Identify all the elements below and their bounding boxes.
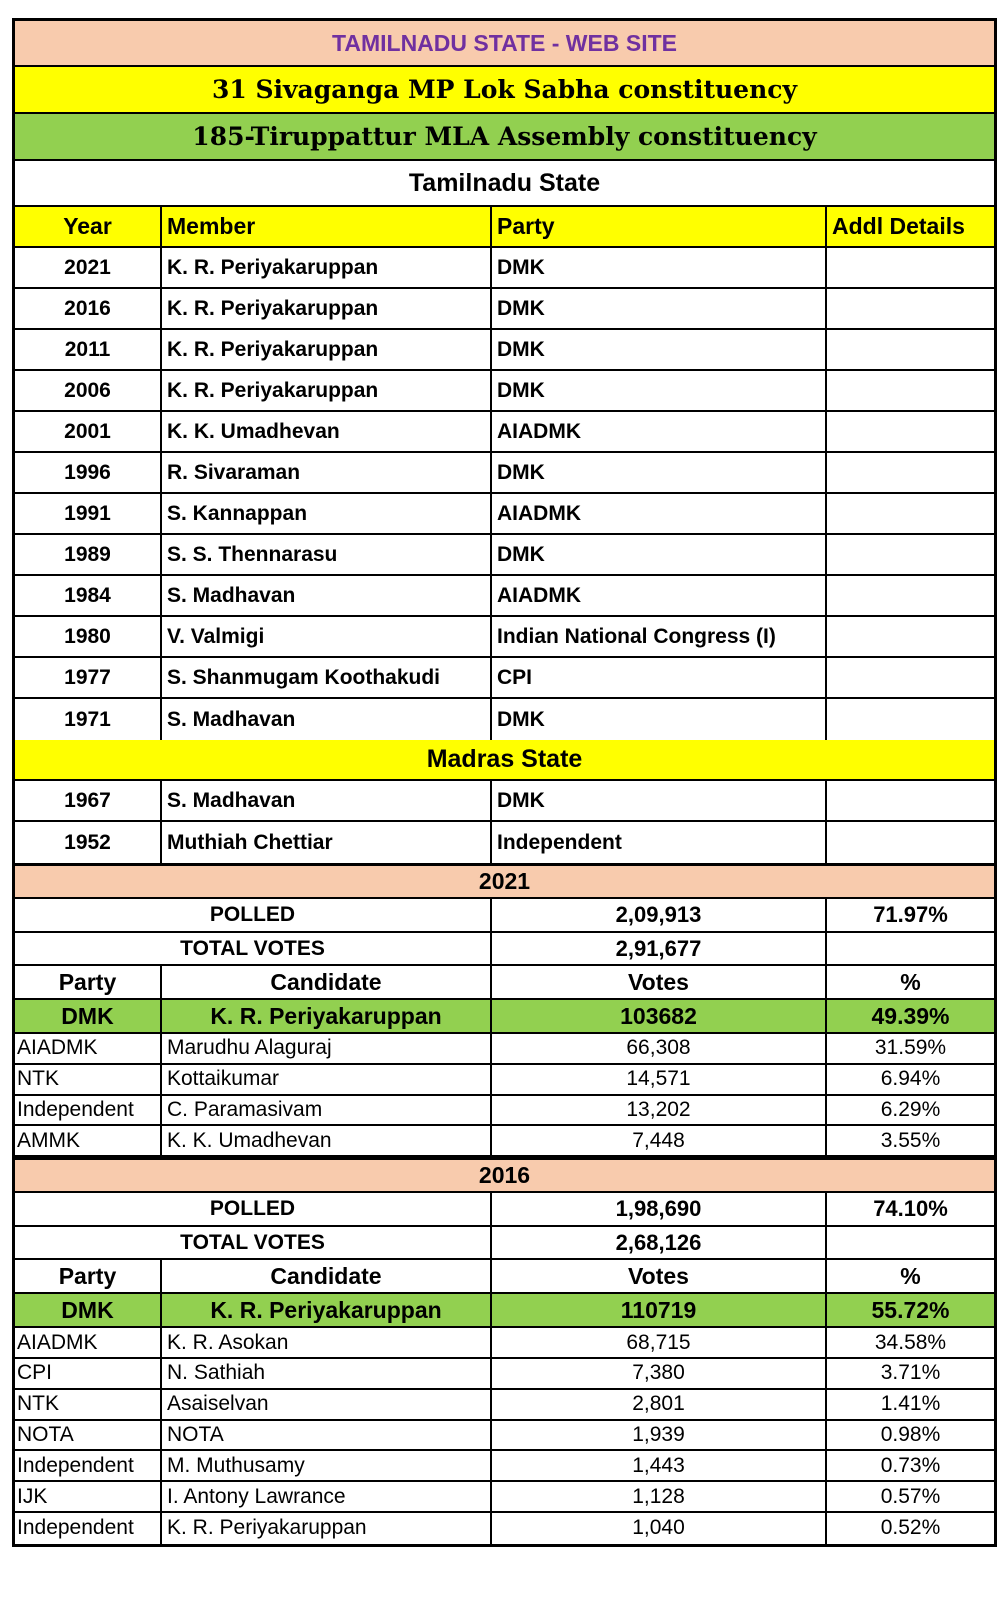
- members-header-row: [15, 207, 994, 248]
- member-name: S. Shanmugam Koothakudi: [162, 658, 492, 697]
- member-name: K. K. Umadhevan: [162, 412, 492, 451]
- polled-label: POLLED: [15, 1193, 492, 1225]
- candidate-row: [15, 1126, 994, 1157]
- candidate-name: C. Paramasivam: [162, 1096, 492, 1125]
- winner-party: DMK: [15, 1294, 162, 1326]
- candidate-row: [15, 1096, 994, 1127]
- member-row: [15, 248, 994, 289]
- member-year: 1977: [15, 658, 162, 697]
- candidate-percent: 0.73%: [880, 1453, 941, 1477]
- election-year-row: [15, 863, 994, 899]
- member-year: 1980: [15, 617, 162, 656]
- member-name: S. Madhavan: [162, 576, 492, 615]
- member-addl-details: [827, 535, 994, 574]
- winner-candidate: K. R. Periyakaruppan: [162, 1000, 492, 1032]
- candidate-name: K. R. Periyakaruppan: [162, 1513, 492, 1544]
- member-name: R. Sivaraman: [162, 453, 492, 492]
- candidate-party: NTK: [15, 1065, 162, 1094]
- winner-row: [15, 1000, 994, 1034]
- member-row: [15, 330, 994, 371]
- candidate-percent: 6.29%: [880, 1097, 941, 1121]
- total-votes-value: 2,91,677: [492, 933, 827, 964]
- member-party: CPI: [492, 658, 827, 697]
- member-addl-details: [827, 658, 994, 697]
- candidate-votes: 14,571: [492, 1065, 827, 1094]
- member-party: DMK: [492, 535, 827, 574]
- member-row: [15, 371, 994, 412]
- total-votes-row: [15, 1227, 994, 1260]
- member-row: [15, 822, 994, 863]
- member-addl-details: [827, 412, 994, 451]
- candidate-party: NOTA: [15, 1421, 162, 1450]
- site-title: TAMILNADU STATE - WEB SITE: [332, 29, 677, 56]
- candidate-row: [15, 1451, 994, 1482]
- member-addl-details: [827, 330, 994, 369]
- member-addl-details: [827, 453, 994, 492]
- mla-constituency-title: 185-Tiruppattur MLA Assembly constituency: [192, 122, 817, 151]
- candidate-row: [15, 1359, 994, 1390]
- member-name: K. R. Periyakaruppan: [162, 371, 492, 410]
- site-banner: [15, 21, 994, 67]
- madras-section-title: Madras State: [426, 745, 583, 773]
- total-votes-row: [15, 933, 994, 966]
- member-addl-details: [827, 576, 994, 615]
- candidate-row: [15, 1065, 994, 1096]
- madras-section-row: [15, 740, 994, 781]
- member-addl-details: [827, 617, 994, 656]
- polled-label: POLLED: [15, 899, 492, 931]
- candidate-votes: 1,040: [492, 1513, 827, 1544]
- header-party: Party: [15, 1260, 162, 1292]
- winner-percent: 49.39%: [871, 1002, 950, 1029]
- member-party: DMK: [492, 289, 827, 328]
- member-addl-details: [827, 781, 994, 820]
- candidate-party: Independent: [15, 1513, 162, 1544]
- candidate-party: NTK: [15, 1390, 162, 1419]
- member-row: [15, 781, 994, 822]
- winner-candidate: K. R. Periyakaruppan: [162, 1294, 492, 1326]
- member-name: S. Madhavan: [162, 699, 492, 740]
- candidate-percent: 3.71%: [880, 1361, 941, 1385]
- member-party: Independent: [492, 822, 827, 863]
- tamilnadu-section-title: Tamilnadu State: [408, 168, 601, 197]
- member-row: [15, 576, 994, 617]
- total-votes-empty: [827, 933, 994, 964]
- election-year-row: [15, 1157, 994, 1193]
- polled-percent: 71.97%: [873, 902, 948, 927]
- member-addl-details: [827, 289, 994, 328]
- total-votes-label: TOTAL VOTES: [15, 933, 492, 964]
- member-year: 1989: [15, 535, 162, 574]
- total-votes-empty: [827, 1227, 994, 1258]
- winner-votes: 110719: [492, 1294, 827, 1326]
- polled-value: 1,98,690: [492, 1193, 827, 1225]
- header-votes: Votes: [492, 1260, 827, 1292]
- candidate-votes: 1,939: [492, 1421, 827, 1450]
- result-header-row: [15, 966, 994, 1000]
- member-row: [15, 494, 994, 535]
- header-candidate: Candidate: [162, 966, 492, 998]
- header-party: Party: [492, 207, 827, 246]
- candidate-row: [15, 1482, 994, 1513]
- candidate-row: [15, 1328, 994, 1359]
- member-addl-details: [827, 822, 994, 863]
- member-row: [15, 535, 994, 576]
- candidate-percent: 0.98%: [880, 1422, 941, 1446]
- candidate-percent: 0.52%: [880, 1516, 941, 1540]
- member-name: V. Valmigi: [162, 617, 492, 656]
- candidate-row: [15, 1034, 994, 1065]
- candidate-percent: 31.59%: [874, 1036, 947, 1060]
- candidate-votes: 13,202: [492, 1096, 827, 1125]
- polled-row: [15, 1193, 994, 1227]
- election-year: 2021: [478, 868, 531, 894]
- member-name: S. Kannappan: [162, 494, 492, 533]
- member-year: 1996: [15, 453, 162, 492]
- member-row: [15, 658, 994, 699]
- polled-row: [15, 899, 994, 933]
- candidate-row: [15, 1513, 994, 1544]
- tamilnadu-member-rows: [15, 248, 994, 740]
- candidate-percent: 6.94%: [880, 1067, 941, 1091]
- tamilnadu-section-row: [15, 161, 994, 207]
- candidate-name: I. Antony Lawrance: [162, 1482, 492, 1511]
- candidate-name: M. Muthusamy: [162, 1451, 492, 1480]
- member-party: DMK: [492, 453, 827, 492]
- candidate-name: Kottaikumar: [162, 1065, 492, 1094]
- header-member: Member: [162, 207, 492, 246]
- member-row: [15, 412, 994, 453]
- candidate-party: CPI: [15, 1359, 162, 1388]
- member-party: AIADMK: [492, 576, 827, 615]
- member-name: K. R. Periyakaruppan: [162, 248, 492, 287]
- candidate-party: Independent: [15, 1096, 162, 1125]
- member-name: S. Madhavan: [162, 781, 492, 820]
- member-year: 1991: [15, 494, 162, 533]
- member-year: 1967: [15, 781, 162, 820]
- candidate-name: K. K. Umadhevan: [162, 1126, 492, 1155]
- member-addl-details: [827, 248, 994, 287]
- candidate-party: Independent: [15, 1451, 162, 1480]
- candidate-name: NOTA: [162, 1421, 492, 1450]
- header-addl-details: Addl Details: [832, 213, 965, 239]
- member-name: K. R. Periyakaruppan: [162, 330, 492, 369]
- member-party: AIADMK: [492, 412, 827, 451]
- candidate-votes: 7,380: [492, 1359, 827, 1388]
- election-results: [15, 863, 994, 1544]
- result-header-row: [15, 1260, 994, 1294]
- winner-party: DMK: [15, 1000, 162, 1032]
- header-candidate: Candidate: [162, 1260, 492, 1292]
- candidate-votes: 68,715: [492, 1328, 827, 1357]
- member-year: 2006: [15, 371, 162, 410]
- member-party: Indian National Congress (I): [492, 617, 827, 656]
- election-year: 2016: [478, 1162, 531, 1189]
- member-party: DMK: [492, 781, 827, 820]
- candidate-party: IJK: [15, 1482, 162, 1511]
- candidate-percent: 3.55%: [880, 1128, 941, 1152]
- member-addl-details: [827, 371, 994, 410]
- member-year: 1952: [15, 822, 162, 863]
- candidate-votes: 66,308: [492, 1034, 827, 1063]
- member-row: [15, 617, 994, 658]
- member-party: DMK: [492, 330, 827, 369]
- candidate-votes: 2,801: [492, 1390, 827, 1419]
- candidate-party: AIADMK: [15, 1034, 162, 1063]
- member-year: 2001: [15, 412, 162, 451]
- candidate-votes: 1,128: [492, 1482, 827, 1511]
- candidate-row: [15, 1390, 994, 1421]
- member-year: 1984: [15, 576, 162, 615]
- member-year: 2016: [15, 289, 162, 328]
- member-row: [15, 289, 994, 330]
- candidate-row: [15, 1421, 994, 1452]
- constituency-sheet: [12, 18, 997, 1547]
- candidate-name: N. Sathiah: [162, 1359, 492, 1388]
- member-year: 1971: [15, 699, 162, 740]
- header-year: Year: [15, 207, 162, 246]
- polled-value: 2,09,913: [492, 899, 827, 931]
- candidate-percent: 34.58%: [874, 1330, 947, 1354]
- total-votes-value: 2,68,126: [492, 1227, 827, 1258]
- candidate-name: K. R. Asokan: [162, 1328, 492, 1357]
- total-votes-label: TOTAL VOTES: [15, 1227, 492, 1258]
- member-addl-details: [827, 699, 994, 740]
- member-party: DMK: [492, 248, 827, 287]
- member-name: S. S. Thennarasu: [162, 535, 492, 574]
- member-addl-details: [827, 494, 994, 533]
- polled-percent: 74.10%: [873, 1196, 948, 1222]
- member-party: DMK: [492, 699, 827, 740]
- mp-constituency-title: 31 Sivaganga MP Lok Sabha constituency: [211, 75, 798, 104]
- candidate-percent: 1.41%: [880, 1392, 941, 1416]
- header-percent: %: [900, 968, 921, 995]
- mla-constituency-row: [15, 114, 994, 161]
- member-party: AIADMK: [492, 494, 827, 533]
- winner-percent: 55.72%: [871, 1296, 950, 1323]
- header-votes: Votes: [492, 966, 827, 998]
- madras-member-rows: [15, 781, 994, 863]
- candidate-percent: 0.57%: [880, 1484, 941, 1508]
- candidate-votes: 1,443: [492, 1451, 827, 1480]
- mp-constituency-row: [15, 67, 994, 114]
- header-percent: %: [900, 1262, 921, 1289]
- member-year: 2011: [15, 330, 162, 369]
- winner-row: [15, 1294, 994, 1328]
- winner-votes: 103682: [492, 1000, 827, 1032]
- member-row: [15, 453, 994, 494]
- header-party: Party: [15, 966, 162, 998]
- candidate-party: AIADMK: [15, 1328, 162, 1357]
- candidate-name: Asaiselvan: [162, 1390, 492, 1419]
- candidate-name: Marudhu Alaguraj: [162, 1034, 492, 1063]
- member-year: 2021: [15, 248, 162, 287]
- member-name: Muthiah Chettiar: [162, 822, 492, 863]
- member-party: DMK: [492, 371, 827, 410]
- member-name: K. R. Periyakaruppan: [162, 289, 492, 328]
- candidate-votes: 7,448: [492, 1126, 827, 1155]
- candidate-party: AMMK: [15, 1126, 162, 1155]
- member-row: [15, 699, 994, 740]
